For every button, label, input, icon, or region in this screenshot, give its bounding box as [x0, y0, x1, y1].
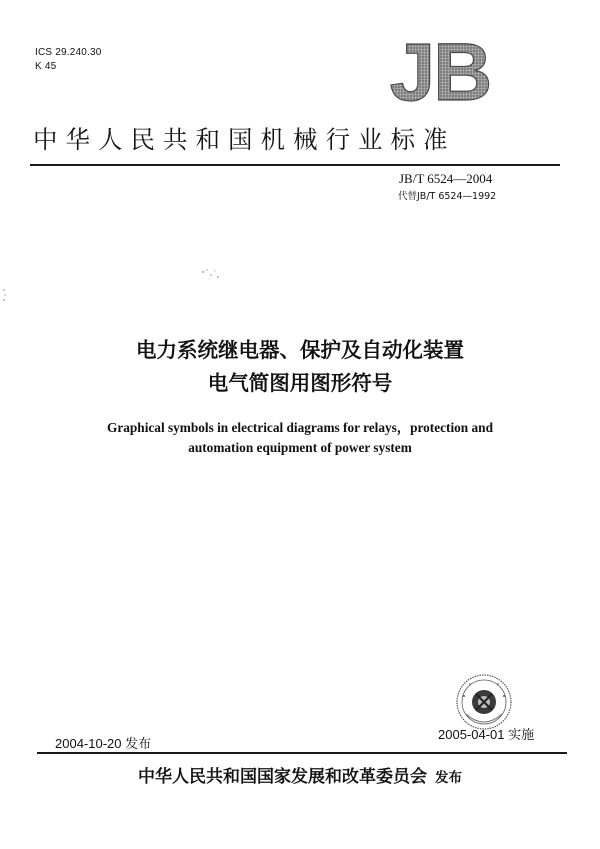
implementation-date: 2005-04-01 实施: [438, 727, 535, 742]
publisher-name: 中华人民共和国国家发展和改革委员会: [138, 767, 427, 787]
publisher: [0, 762, 600, 787]
scan-speckle: [200, 267, 222, 281]
k-code: K 45: [35, 61, 57, 72]
issuing-agency-title: 中华人民共和国机械行业标准: [33, 125, 456, 154]
jb-logo: [380, 32, 502, 108]
issue-date: 2004-10-20 发布: [55, 736, 152, 751]
official-seal-icon: [452, 672, 516, 732]
standard-code: JB/T 6524—2004: [399, 171, 493, 186]
title-english-line-2: automation equipment of power system: [188, 440, 412, 455]
header-divider: [30, 164, 560, 166]
footer-divider: [37, 752, 567, 754]
publisher-suffix: 发布: [435, 770, 462, 786]
ics-code: ICS 29.240.30: [35, 47, 102, 58]
title-chinese-line-1: 电力系统继电器、保护及自动化装置: [136, 338, 464, 362]
jb-logo-text: JB: [389, 32, 491, 108]
replaces-standard: 代替JB/T 6524—1992: [398, 191, 497, 202]
title-english-line-1: Graphical symbols in electrical diagrams for relays，protection and: [107, 420, 493, 435]
scan-speckle: [2, 288, 8, 302]
title-chinese-line-2: 电气简图用图形符号: [207, 371, 393, 395]
